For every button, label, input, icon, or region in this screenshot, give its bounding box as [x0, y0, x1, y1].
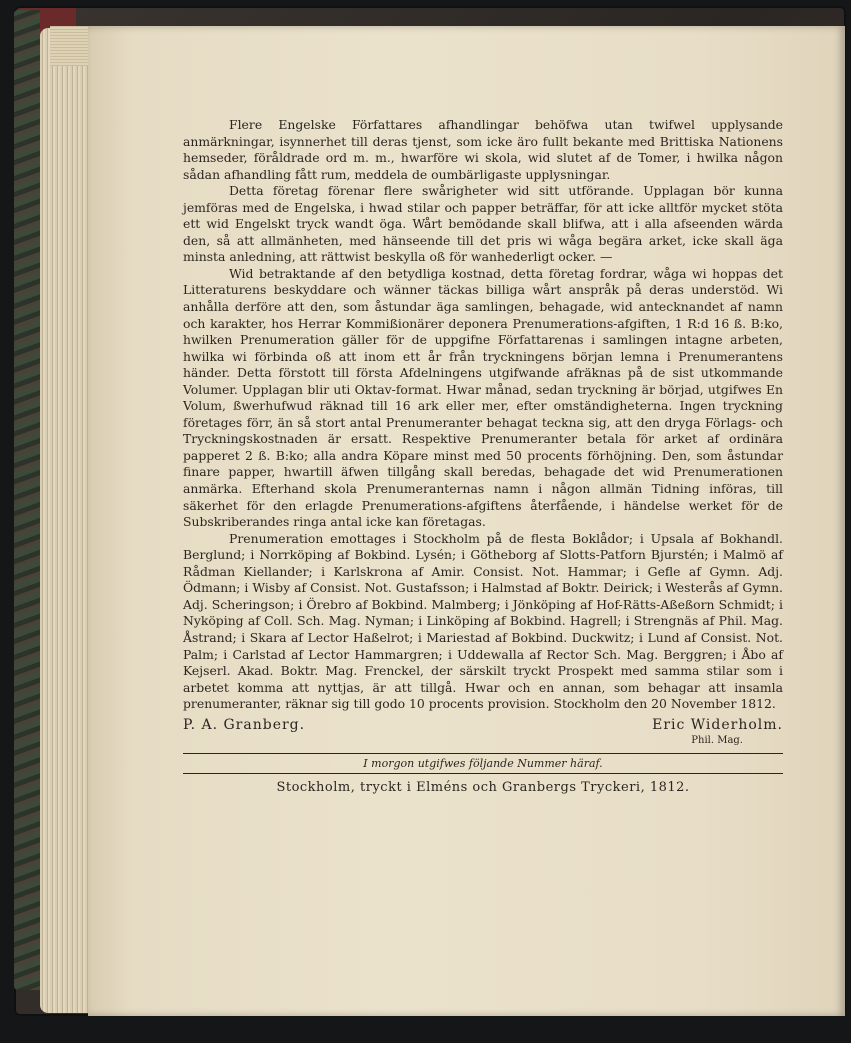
paragraph-2: Detta företag förenar flere swårigheter wid sitt utförande. Upplagan bör kunna jemföras med de Engelska, i hwad stilar och papper beträffar, för att icke alltför mycket stöta ett wid Engelskt tryck wandt öga. Wårt bemödande skall blifwa, att i alla afseenden wärda den, så att allmänheten, med hänseende till det pris wi wåga begära arket, icke skall äga minsta anledning, att rättwist beskylla oß för wanhederligt ocker. —	[183, 183, 783, 265]
printer-imprint: Stockholm, tryckt i Elméns och Granbergs Tryckeri, 1812.	[276, 780, 690, 796]
signature-row	[183, 717, 783, 750]
page-text	[183, 117, 783, 797]
signature-right-title: Phil. Mag.	[691, 735, 743, 747]
signature-right: Eric Widerholm.	[652, 716, 783, 733]
divider-rule-top	[183, 753, 783, 754]
paragraph-3: Wid betraktande af den betydliga kostnad, detta företag fordrar, wåga wi hoppas det Litteraturens beskyddare och wänner täckas billiga wårt anspråk på deras understöd. Wi anhålla derföre att den, som åstundar äga samlingen, behagade, wid antecknandet af namn och karakter, hos Herrar Kommißionärer deponera Prenumerations-afgiften, 1 R:d 16 ß. B:ko, hwilken Prenumeration gäller för de uppgifne Författarenas i samlingen intagne arbeten, hwilka wi förbinda oß att inom ett år från tryckningens början lemna i Prenumerantens händer. Detta förstott till första Afdelningens utgifwande afräknas på de sist utkommande Volumer. Upplagan blir uti Oktav-format. Hwar månad, sedan tryckning är börjad, utgifwes En Volum, ßwerhufwud räknad till 16 ark eller mer, efter omständigheterna. Ingen tryckning företages förr, än så stort antal Prenumeranter behagat teckna sig, att den dryga Förlags- och Tryckningskostnaden är ersatt. Respektive Prenumeranter betala för arket af ordinära papperet 2 ß. B:ko; alla andra Köpare minst med 50 procents förhöjning. Den, som åstundar finare papper, hwartill äfwen tillgång skall beredas, behagade det wid Prenumerationen anmärka. Efterhand skola Prenumeranternas namn i någon allmän Tidning införas, till säkerhet för den erlagde Prenumerations-afgiftens återfående, i händelse werket för de Subskriberandes ringa antal icke kan företagas.	[183, 265, 783, 530]
divider-rule-bottom	[183, 773, 783, 774]
signature-left: P. A. Granberg.	[183, 716, 306, 733]
next-issue-notice: I morgon utgifwes följande Nummer häraf.	[363, 756, 603, 770]
paragraph-4: Prenumeration emottages i Stockholm på de flesta Boklådor; i Upsala af Bokhandl. Berglund; i Norrköping af Bokbind. Lysén; i Götheborg af Slotts-Patforn Bjurstén; i Malmö af Rådman Kiellander; i Karlskrona af Amir. Consist. Not. Hammar; i Gefle af Gymn. Adj. Ödmann; i Wisby af Consist. Not. Gustafsson; i Halmstad af Boktr. Deirick; i Westerås af Gymn. Adj. Scheringson; i Örebro af Bokbind. Malmberg; i Jönköping af Hof-Rätts-Aßeßorn Schmidt; i Nyköping af Coll. Sch. Mag. Nyman; i Linköping af Bokbind. Hagrell; i Strengnäs af Phil. Mag. Åstrand; i Skara af Lector Haßelrot; i Mariestad af Bokbind. Duckwitz; i Lund af Consist. Not. Palm; i Carlstad af Lector Hammargren; i Uddewalla af Rector Sch. Mag. Berggren; i Åbo af Kejserl. Akad. Boktr. Mag. Frenckel, der särskilt tryckt Prospekt med samma stilar som i arbetet komma att nyttjas, är att tillgå. Hwar och en annan, som behagar att insamla prenumeranter, räknar sig till godo 10 procents provision. Stockholm den 20 November 1812.	[183, 530, 783, 712]
cover-marbled-strip	[14, 10, 40, 990]
signature-right-block	[652, 717, 783, 750]
paragraph-1: Flere Engelske Författares afhandlingar behöfwa utan twifwel upplysande anmärkningar, isynnerhet till deras tjenst, som icke äro fullt bekante med Brittiska Nationens hemseder, föråldrade ord m. m., hwarföre wi skola, wid slutet af de Tomer, i hwilka någon sådan afhandling fått rum, meddela de oumbärligaste upplysningar.	[183, 117, 783, 182]
